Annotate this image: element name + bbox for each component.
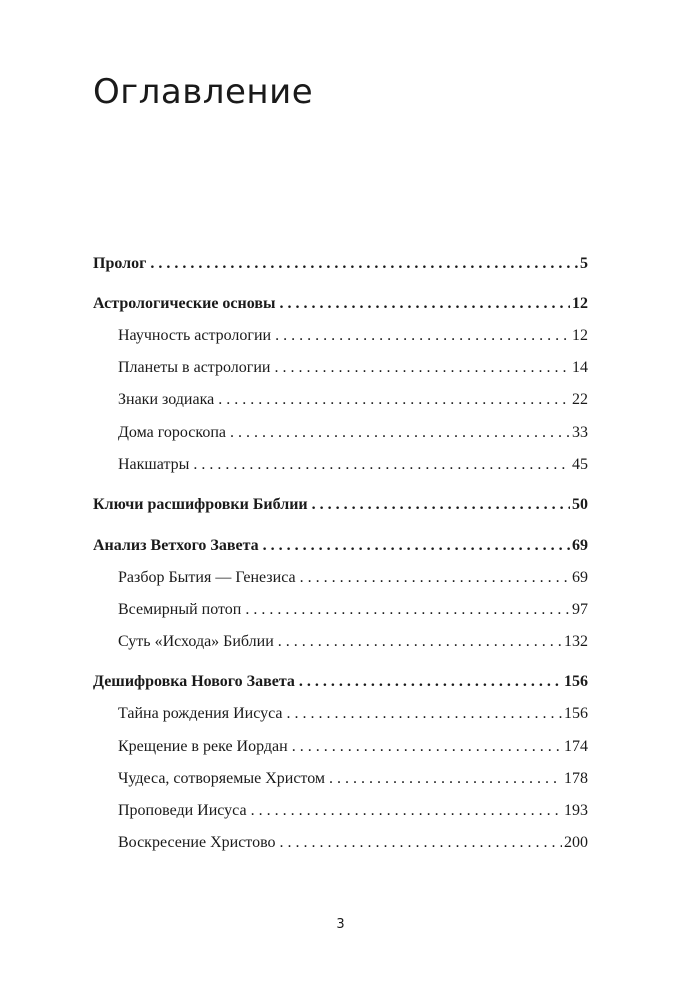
toc-entry-label: Дешифровка Нового Завета (93, 673, 295, 690)
toc-entry-label: Всемирный потоп (118, 601, 242, 618)
toc-entry-label: Суть «Исхода» Библии (118, 633, 274, 650)
toc-entry-genesis[interactable] (118, 568, 588, 588)
toc-entry-houses[interactable] (118, 423, 588, 443)
toc-entry-label: Планеты в астрологии (118, 359, 271, 376)
page-number: 3 (336, 917, 345, 932)
toc-entry-page: 22 (572, 391, 588, 408)
dot-leader (278, 632, 562, 652)
toc-entry-label: Астрологические основы (93, 295, 276, 312)
toc-entry-page: 69 (572, 569, 588, 586)
toc-entry-label: Чудеса, сотворяемые Христом (118, 770, 326, 787)
dot-leader (312, 495, 570, 515)
toc-entry-exodus[interactable] (118, 632, 588, 652)
dot-leader (300, 568, 570, 588)
dot-leader (280, 833, 562, 853)
dot-leader (150, 254, 578, 274)
toc-entry-old-testament[interactable] (93, 536, 588, 556)
toc-entry-label: Накшатры (118, 456, 190, 473)
dot-leader (263, 536, 570, 556)
toc-entry-page: 14 (572, 359, 588, 376)
dot-leader (279, 294, 570, 314)
toc-entry-label: Знаки зодиака (118, 391, 215, 408)
toc-entry-label: Дома гороскопа (118, 424, 227, 441)
toc-entry-label: Ключи расшифровки Библии (93, 496, 308, 513)
dot-leader (230, 423, 570, 443)
toc-entry-label: Разбор Бытия — Генезиса (118, 569, 296, 586)
toc-entry-nativity[interactable] (118, 704, 588, 724)
toc-entry-nakshatras[interactable] (118, 455, 588, 475)
dot-leader (287, 704, 563, 724)
toc-entry-page: 156 (564, 673, 588, 690)
toc-entry-page: 174 (564, 738, 588, 755)
toc-entry-page: 33 (572, 424, 588, 441)
toc-entry-page: 193 (564, 802, 588, 819)
toc-entry-label: Воскресение Христово (118, 834, 276, 851)
toc-entry-label: Проповеди Иисуса (118, 802, 247, 819)
toc-entry-planets[interactable] (118, 358, 588, 378)
dot-leader (329, 769, 562, 789)
toc-entry-page: 178 (564, 770, 588, 787)
toc-entry-label: Анализ Ветхого Завета (93, 537, 259, 554)
toc-entry-sermons[interactable] (118, 801, 588, 821)
toc-entry-page: 5 (580, 255, 588, 272)
toc-entry-bible-keys[interactable] (93, 495, 588, 515)
toc-entry-page: 69 (572, 537, 588, 554)
toc-entry-page: 97 (572, 601, 588, 618)
toc-entry-page: 200 (564, 834, 588, 851)
toc-entry-zodiac-signs[interactable] (118, 390, 588, 410)
toc-entry-label: Крещение в реке Иордан (118, 738, 288, 755)
toc-entry-page: 12 (572, 295, 588, 312)
toc-entry-new-testament[interactable] (93, 672, 588, 692)
toc-entry-page: 132 (564, 633, 588, 650)
table-of-contents (93, 0, 588, 1000)
toc-entry-page: 12 (572, 327, 588, 344)
toc-entry-label: Пролог (93, 255, 147, 272)
toc-entry-miracles[interactable] (118, 769, 588, 789)
dot-leader (275, 326, 570, 346)
toc-entry-flood[interactable] (118, 600, 588, 620)
toc-entry-page: 156 (564, 705, 588, 722)
dot-leader (292, 737, 562, 757)
dot-leader (218, 390, 570, 410)
toc-entry-astrology-basics[interactable] (93, 294, 588, 314)
toc-entry-prologue[interactable] (93, 254, 588, 274)
dot-leader (245, 600, 570, 620)
dot-leader (251, 801, 562, 821)
toc-entry-resurrection[interactable] (118, 833, 588, 853)
toc-entry-page: 45 (572, 456, 588, 473)
toc-entry-page: 50 (572, 496, 588, 513)
toc-entry-label: Тайна рождения Иисуса (118, 705, 283, 722)
toc-entry-label: Научность астрологии (118, 327, 272, 344)
dot-leader (193, 455, 570, 475)
dot-leader (299, 672, 562, 692)
dot-leader (274, 358, 570, 378)
toc-entry-scientific-astrology[interactable] (118, 326, 588, 346)
toc-entry-baptism[interactable] (118, 737, 588, 757)
page-title: Оглавление (93, 72, 314, 112)
